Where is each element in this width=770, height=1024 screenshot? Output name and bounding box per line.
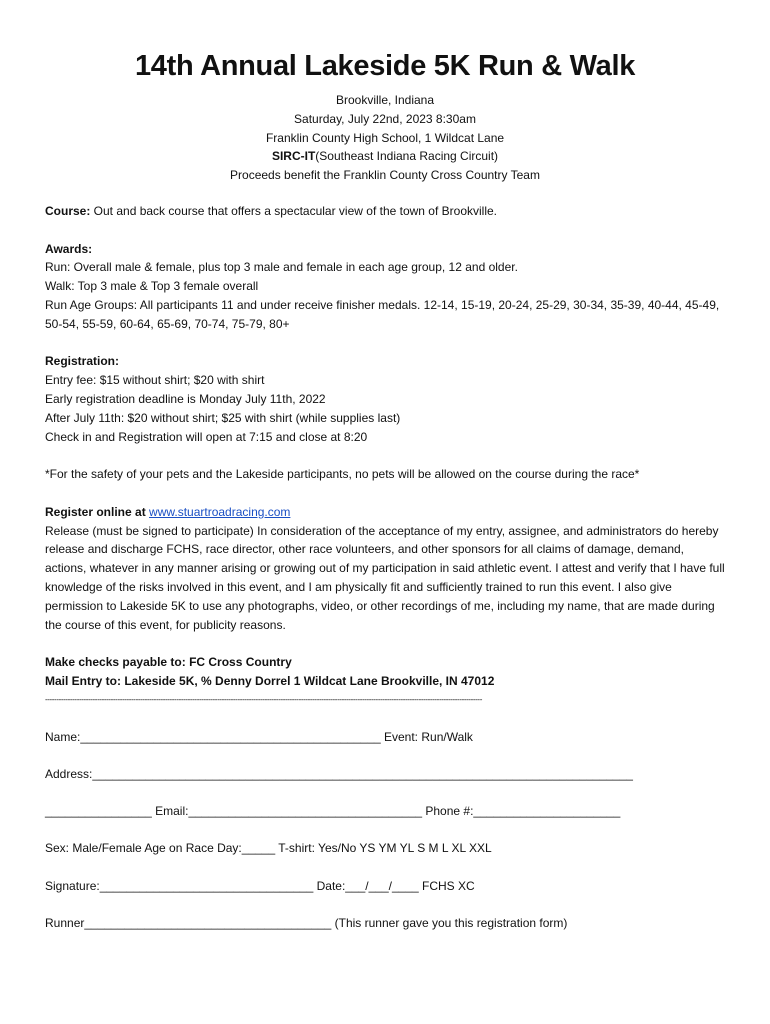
register-online-label: Register online at bbox=[45, 504, 150, 519]
event-circuit bbox=[0, 147, 770, 166]
early-deadline: Early registration deadline is Monday July 11th, 2022 bbox=[45, 391, 326, 406]
runner-referral-field[interactable]: Runner_____________________________________ (This runner gave you this registration form) bbox=[45, 916, 568, 930]
entry-fee: Entry fee: $15 without shirt; $20 with shirt bbox=[45, 373, 265, 388]
signature-date-field[interactable]: Signature:________________________________ Date:___/___/____ FCHS XC bbox=[45, 878, 475, 893]
email-phone-field[interactable]: ________________ Email:___________________________________ Phone #:______________________ bbox=[45, 804, 621, 819]
pets-notice: *For the safety of your pets and the Lakeside participants, no pets will be allowed on the course during the race* bbox=[45, 467, 640, 482]
circuit-abbrev: SIRC-IT bbox=[271, 149, 316, 164]
checks-payable: Make checks payable to: FC Cross Country bbox=[45, 655, 292, 670]
event-location: Brookville, Indiana bbox=[335, 93, 435, 107]
awards-run: Run: Overall male & female, plus top 3 male and female in each age group, 12 and older. bbox=[45, 260, 518, 275]
event-info-header bbox=[0, 91, 770, 185]
sex-age-shirt-field[interactable]: Sex: Male/Female Age on Race Day:_____ T-shirt: Yes/No YS YM YL S M L XL XXL bbox=[45, 841, 492, 856]
course-section bbox=[45, 202, 725, 221]
course-label: Course: bbox=[45, 204, 91, 218]
register-online bbox=[45, 503, 725, 522]
event-venue: Franklin County High School, 1 Wildcat Lane bbox=[265, 130, 505, 145]
course-text: Out and back course that offers a spectacular view of the town of Brookville. bbox=[90, 204, 498, 218]
mail-entry-address: Mail Entry to: Lakeside 5K, % Denny Dorrel 1 Wildcat Lane Brookville, IN 47012 bbox=[45, 673, 495, 688]
circuit-name: (Southeast Indiana Racing Circuit) bbox=[315, 149, 499, 164]
registration-website-link[interactable]: www.stuartroadracing.com bbox=[149, 504, 291, 519]
release-waiver-text: Release (must be signed to participate) In consideration of the acceptance of my entry, assignee, and administrators do hereby release and discharge FCHS, race director, other race volunteers, and other sponsors for all claims of damage, demand, actions, whatever in any manner arising or growing out of my participation in said athletic event. I attest and verify that I have full knowledge of the risks involved in this event, and I am physically fit and sufficiently trained to run this event. I also give permission to Lakeside 5K to use any photographs, video, or other recordings of me, including my name, that are made during the course of this event, for publicity reasons. bbox=[45, 523, 725, 632]
registration-label: Registration: bbox=[45, 354, 120, 369]
awards-label: Awards: bbox=[45, 241, 93, 256]
name-event-field[interactable]: Name:_____________________________________________ Event: Run/Walk bbox=[45, 729, 473, 744]
awards-section bbox=[45, 240, 725, 334]
registration-section bbox=[45, 352, 725, 446]
document-body bbox=[45, 202, 725, 951]
address-field[interactable]: Address:_________________________________________________________________________________ bbox=[45, 766, 633, 781]
event-date: Saturday, July 22nd, 2023 8:30am bbox=[294, 111, 476, 126]
awards-age-groups: Run Age Groups: All participants 11 and under receive finisher medals. 12-14, 15-19, 20-24, 25-29, 30-34, 35-39, 40-44, 45-49, 50-54, 55-59, 60-64, 65-69, 70-74, 75-79, 80+ bbox=[45, 297, 720, 331]
entry-form-fields bbox=[45, 728, 725, 952]
check-in-time: Check in and Registration will open at 7:15 and close at 8:20 bbox=[45, 429, 368, 444]
awards-walk: Walk: Top 3 male & Top 3 female overall bbox=[45, 279, 259, 294]
event-proceeds: Proceeds benefit the Franklin County Cross Country Team bbox=[230, 168, 540, 183]
page-title: 14th Annual Lakeside 5K Run & Walk bbox=[134, 50, 636, 82]
cut-line-separator: ------------------------------------------------------------------------------------------------------------------------------------------------------------------------------------------------- bbox=[45, 694, 482, 704]
late-fee: After July 11th: $20 without shirt; $25 with shirt (while supplies last) bbox=[45, 410, 401, 425]
